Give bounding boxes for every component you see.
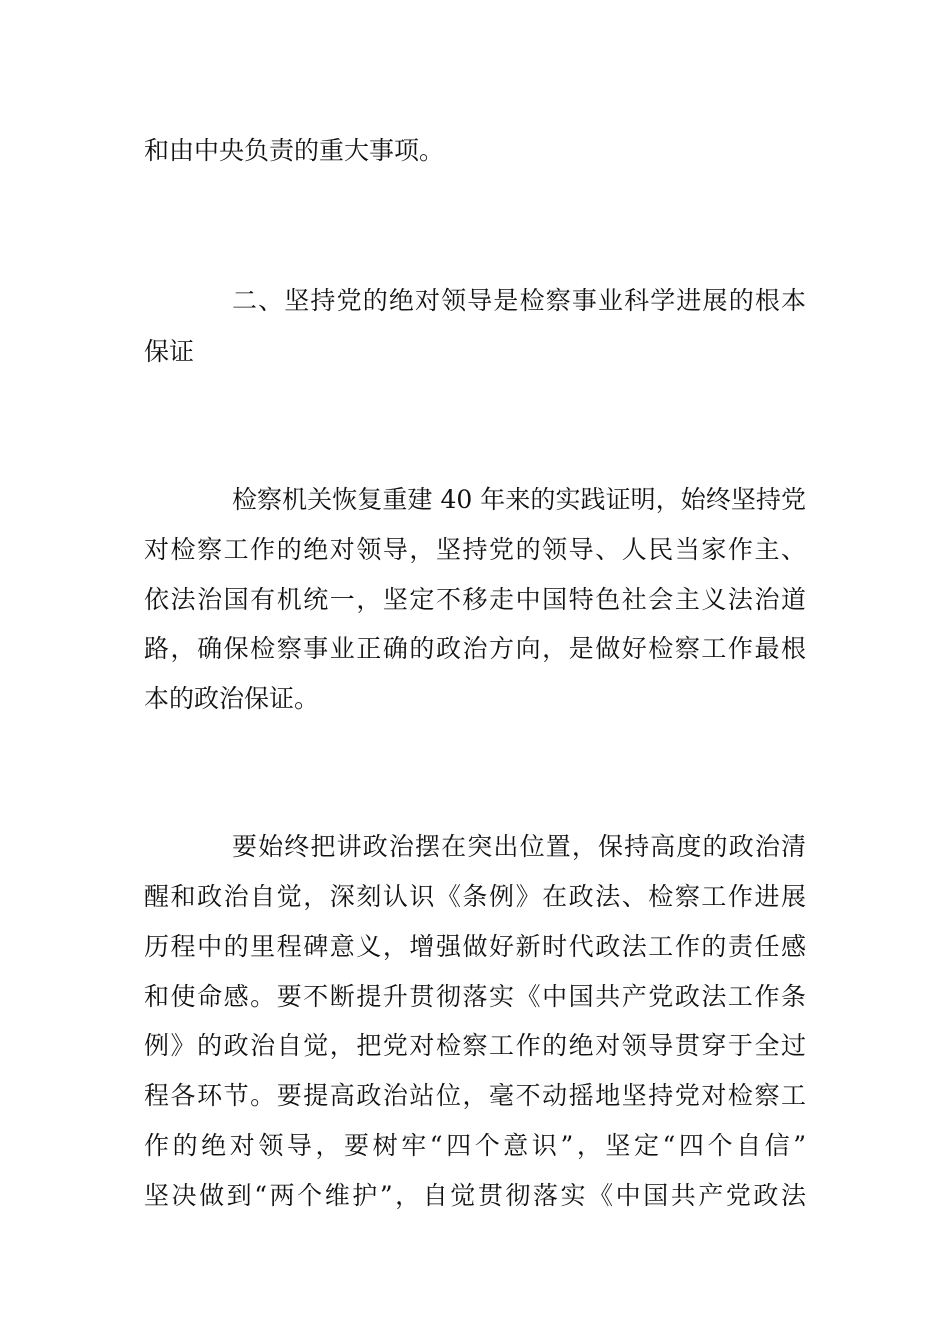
paragraph-continuation-line: 和由中央负责的重大事项。 xyxy=(144,136,445,165)
paragraph-2-line-3: 历程中的里程碑意义，增强做好新时代政法工作的责任感 xyxy=(144,932,806,961)
paragraph-1-line-2: 对检察工作的绝对领导，坚持党的领导、人民当家作主、 xyxy=(144,535,806,564)
paragraph-2-line-6: 程各环节。要提高政治站位，毫不动摇地坚持党对检察工 xyxy=(144,1081,806,1110)
section-heading-line-2: 保证 xyxy=(144,337,195,366)
paragraph-2-line-8: 坚决做到“两个维护”，自觉贯彻落实《中国共产党政法 xyxy=(144,1181,806,1210)
paragraph-2-line-1: 要始终把讲政治摆在突出位置，保持高度的政治清 xyxy=(232,832,806,861)
paragraph-1-line-4: 路，确保检察事业正确的政治方向，是做好检察工作最根 xyxy=(144,634,806,663)
section-heading-line-1: 二、坚持党的绝对领导是检察事业科学进展的根本 xyxy=(232,286,806,315)
paragraph-2-line-5: 例》的政治自觉，把党对检察工作的绝对领导贯穿于全过 xyxy=(144,1031,806,1060)
paragraph-2-line-7: 作的绝对领导，要树牢“四个意识”，坚定“四个自信” xyxy=(144,1131,806,1160)
paragraph-2-line-2: 醒和政治自觉，深刻认识《条例》在政法、检察工作进展 xyxy=(144,882,806,911)
paragraph-2-line-4: 和使命感。要不断提升贯彻落实《中国共产党政法工作条 xyxy=(144,982,806,1011)
paragraph-1-line-1: 检察机关恢复重建 40 年来的实践证明，始终坚持党 xyxy=(232,485,806,514)
paragraph-1-line-3: 依法治国有机统一，坚定不移走中国特色社会主义法治道 xyxy=(144,585,806,614)
paragraph-1-line-5: 本的政治保证。 xyxy=(144,684,320,713)
